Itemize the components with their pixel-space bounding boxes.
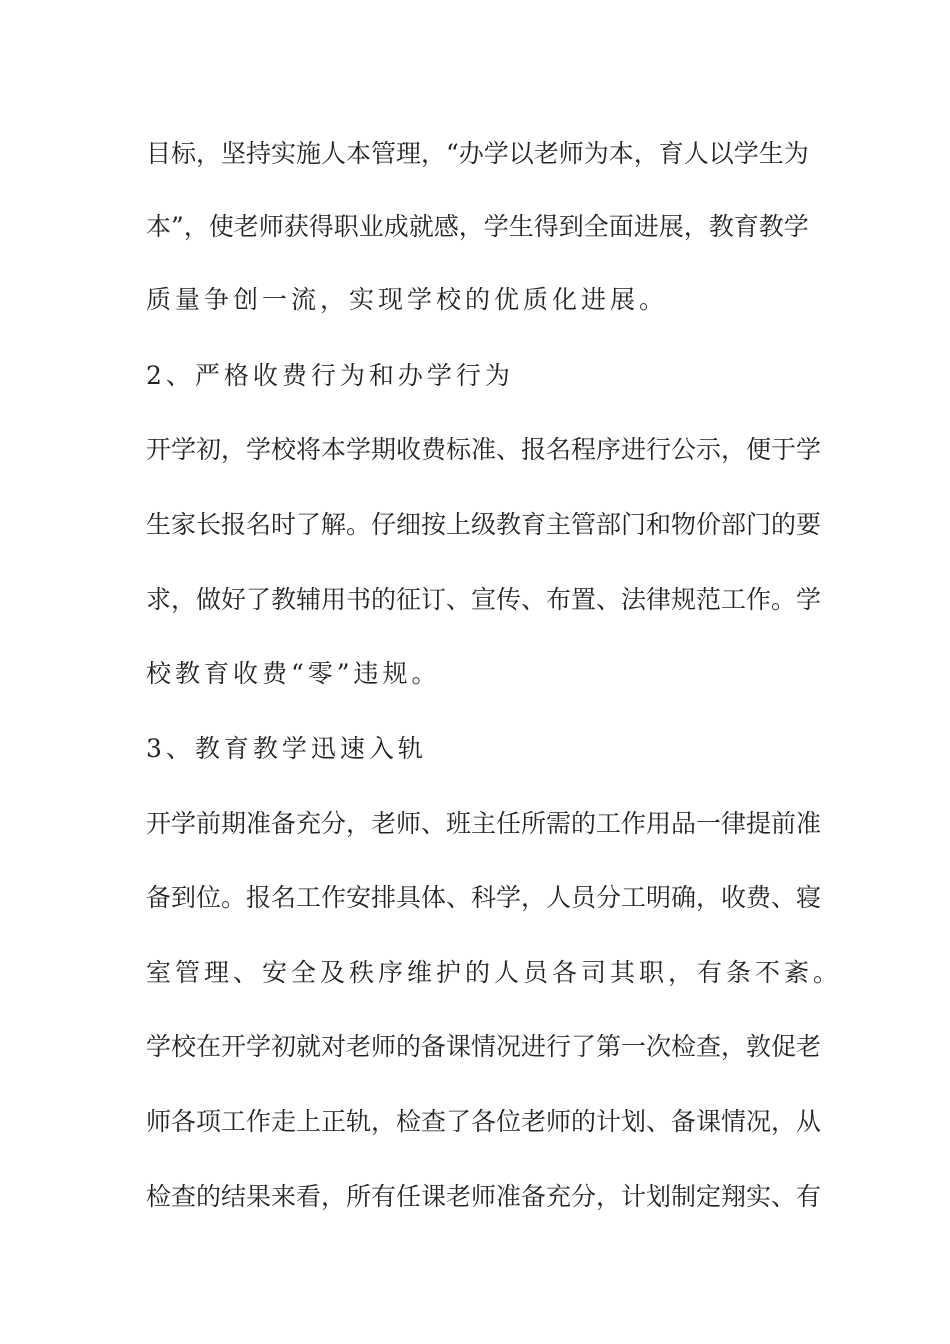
paragraph-line: 开学前期准备充分，老师、班主任所需的工作用品一律提前准 <box>146 809 822 838</box>
paragraph-line: 检查的结果来看，所有任课老师准备充分，计划制定翔实、有 <box>146 1182 822 1211</box>
paragraph-line: 室管理、安全及秩序维护的人员各司其职，有条不紊。 <box>146 958 843 987</box>
section-heading: 3、教育教学迅速入轨 <box>146 734 427 763</box>
section-heading: 2、严格收费行为和办学行为 <box>146 361 514 390</box>
paragraph-line: 开学初，学校将本学期收费标准、报名程序进行公示，便于学 <box>146 435 822 464</box>
paragraph-line: 生家长报名时了解。仔细按上级教育主管部门和物价部门的要 <box>146 510 822 539</box>
paragraph-line: 校教育收费“零”违规。 <box>146 659 441 688</box>
paragraph-line: 质量争创一流，实现学校的优质化进展。 <box>146 285 669 314</box>
paragraph-line: 备到位。报名工作安排具体、科学，人员分工明确，收费、寝 <box>146 883 822 912</box>
paragraph-line: 学校在开学初就对老师的备课情况进行了第一次检查，敦促老 <box>146 1032 822 1061</box>
paragraph-line: 师各项工作走上正轨，检查了各位老师的计划、备课情况，从 <box>146 1107 822 1136</box>
paragraph-line: 目标，坚持实施人本管理，“办学以老师为本，育人以学生为 <box>146 139 809 168</box>
paragraph-line: 本”，使老师获得职业成就感，学生得到全面进展，教育教学 <box>146 212 809 241</box>
paragraph-line: 求，做好了教辅用书的征订、宣传、布置、法律规范工作。学 <box>146 585 822 614</box>
